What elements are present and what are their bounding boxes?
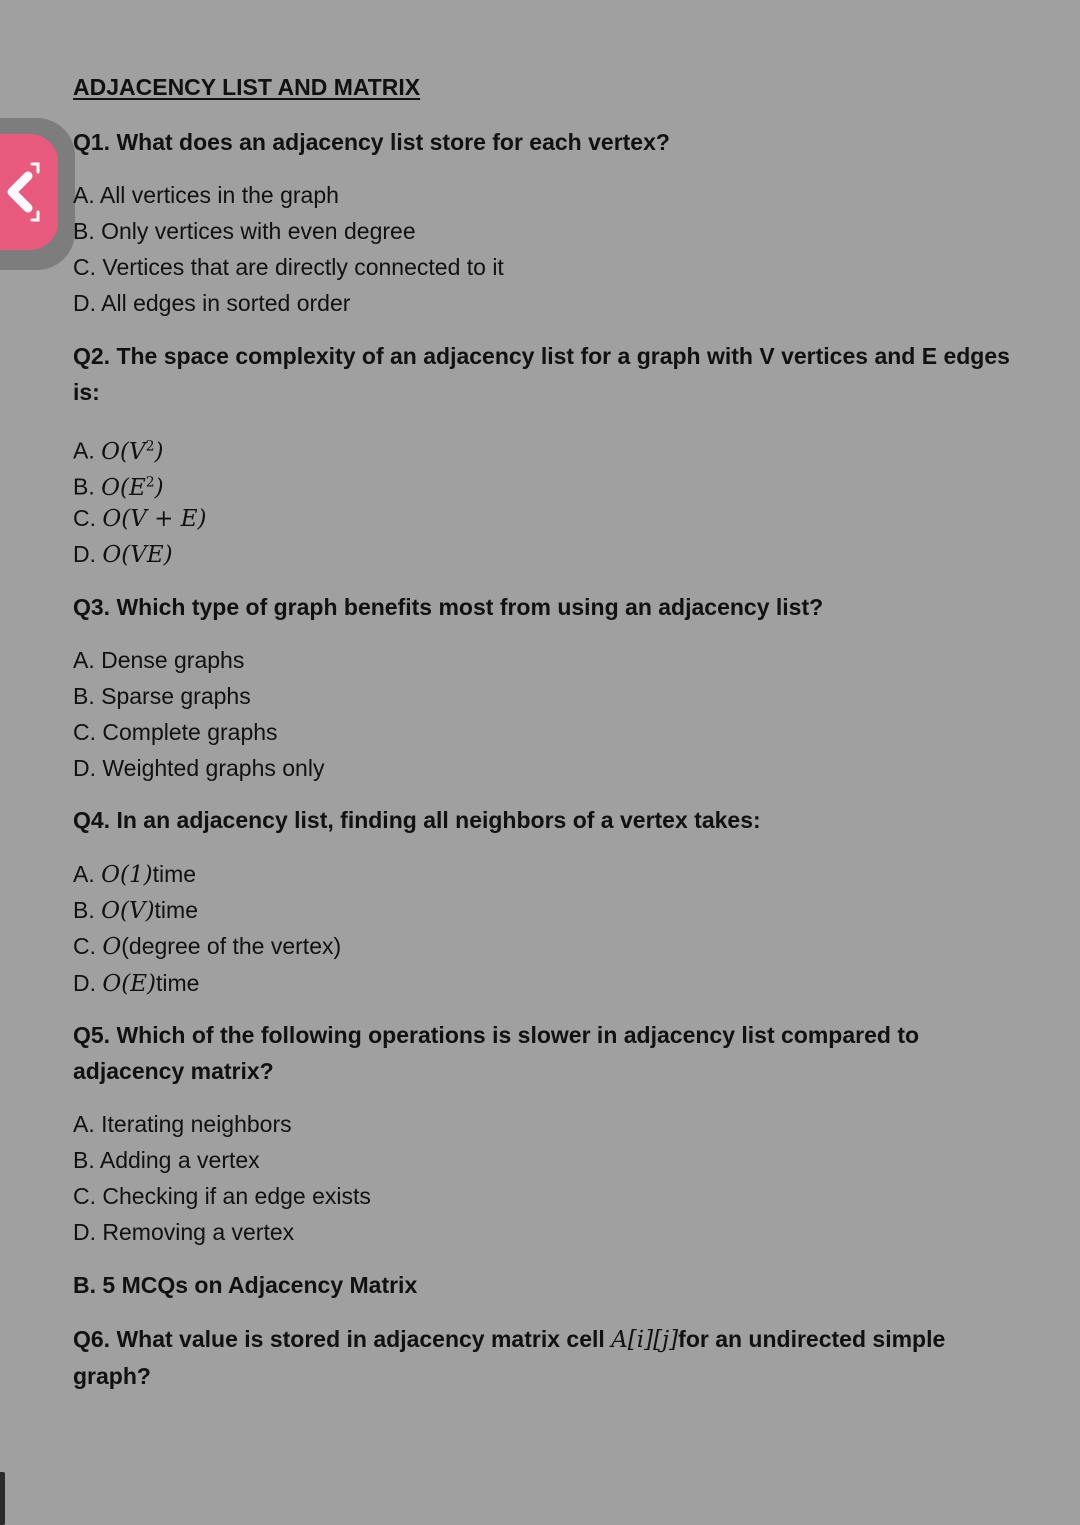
math-expression: $O(V^2)$ — [101, 438, 164, 465]
question-1: Q1. What does an adjacency list store for each vertex? — [73, 129, 670, 155]
option-text: time — [154, 897, 198, 923]
q2-option-d — [73, 536, 173, 573]
q5-option-b: B. Adding a vertex — [73, 1147, 260, 1173]
q4-option-d — [73, 965, 199, 1002]
question-2-line-2: is: — [73, 379, 100, 405]
option-prefix: A. — [73, 861, 102, 887]
option-prefix: B. — [73, 897, 102, 923]
scroll-indicator[interactable] — [0, 1472, 5, 1525]
q1-option-a: A. All vertices in the graph — [73, 182, 339, 208]
option-prefix: D. — [73, 970, 103, 996]
question-6-line-2: graph? — [73, 1363, 151, 1389]
math-expression: A[i][j] — [611, 1327, 679, 1353]
question-4: Q4. In an adjacency list, finding all neighbors of a vertex takes: — [73, 807, 761, 833]
question-3: Q3. Which type of graph benefits most from using an adjacency list? — [73, 594, 824, 620]
floating-capture-button[interactable] — [0, 134, 58, 250]
q4-option-b — [73, 892, 198, 929]
q3-option-d: D. Weighted graphs only — [73, 755, 325, 781]
q5-option-a: A. Iterating neighbors — [73, 1111, 292, 1137]
question-5-line-2: adjacency matrix? — [73, 1058, 274, 1084]
q5-option-c: C. Checking if an edge exists — [73, 1183, 371, 1209]
question-6 — [73, 1321, 1048, 1394]
option-prefix: C. — [73, 505, 103, 531]
q1-option-b: B. Only vertices with even degree — [73, 218, 416, 244]
question-5-line-1: Q5. Which of the following operations is slower in adjacency list compared to — [73, 1022, 920, 1048]
option-prefix: C. — [73, 933, 103, 959]
question-2 — [73, 338, 1048, 410]
option-prefix: D. — [73, 541, 103, 567]
q5-option-d: D. Removing a vertex — [73, 1219, 295, 1245]
option-prefix: B. — [73, 473, 102, 500]
q4-option-a — [73, 856, 196, 893]
question-5 — [73, 1017, 1048, 1089]
option-text: (degree of the vertex) — [121, 933, 342, 959]
math-expression: O(V + E) — [102, 506, 207, 532]
q1-option-c: C. Vertices that are directly connected to it — [73, 254, 504, 280]
question-6-line-1: Q6. What value is stored in adjacency matrix cell A[i][j]for an undirected simple — [73, 1326, 946, 1353]
q4-option-c — [73, 928, 341, 965]
math-expression: O(VE) — [102, 542, 173, 568]
section-b-heading: B. 5 MCQs on Adjacency Matrix — [73, 1272, 418, 1298]
q3-option-c: C. Complete graphs — [73, 719, 278, 745]
math-expression: O(E) — [102, 971, 156, 997]
q1-option-d: D. All edges in sorted order — [73, 290, 351, 316]
option-text: time — [152, 861, 197, 887]
math-expression: O — [102, 934, 122, 960]
option-text: time — [155, 970, 200, 996]
q2-option-c — [73, 500, 207, 537]
question-2-line-1: Q2. The space complexity of an adjacency list for a graph with V vertices and E edges — [73, 343, 1010, 369]
math-expression: O(1) — [101, 862, 153, 888]
math-expression: O(V) — [101, 898, 155, 924]
q3-option-b: B. Sparse graphs — [73, 683, 251, 709]
q3-option-a: A. Dense graphs — [73, 647, 245, 673]
page-title: ADJACENCY LIST AND MATRIX — [73, 74, 421, 100]
option-prefix: A. — [73, 437, 102, 464]
screen-capture-icon — [0, 156, 46, 228]
math-expression: $O(E^2)$ — [101, 474, 164, 501]
